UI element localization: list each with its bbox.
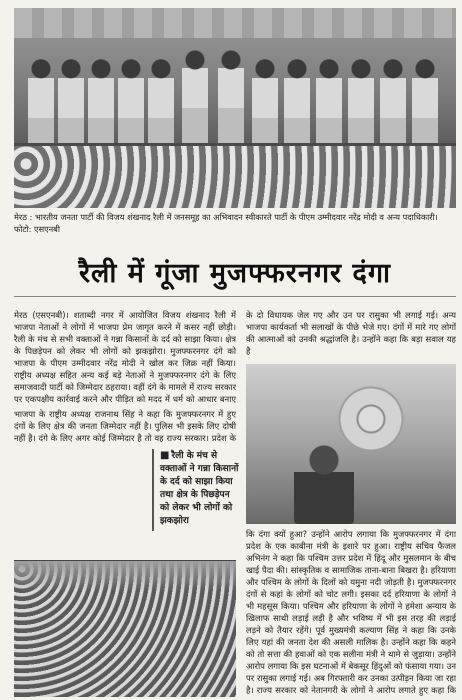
article-column-right-2 — [246, 528, 456, 696]
article-column-right-1 — [246, 309, 456, 359]
leader-figure — [58, 58, 84, 148]
headline: रैली में गूंजा मुजफ्फरनगर दंगा — [14, 252, 456, 297]
article-column-left-2 — [14, 408, 236, 444]
leader-figure — [316, 58, 342, 148]
speaker-photo — [246, 364, 456, 524]
newspaper-clipping — [6, 4, 456, 696]
crowd-photo — [14, 560, 236, 697]
leader-figure — [148, 58, 174, 148]
article-paragraph: कि दंगा क्यों हुआ? उन्होंने आरोप लगाया कि मुजफ्फरनगर में दंगा प्रदेश के एक काबीना मंत्री के इशारे पर हुआ। राष्ट्रीय सचिव फैजल अभिनंग ने कहा कि पश्चिम उत्तर प्रदेश में हिंदू और मुसलमान के बीच खाई पैदा की। सांस्कृतिक व सामाजिक ताना-बाना बिखरा है। हरियाणा और पश्चिम के लोगों के दिलों को यमुना नदी जोड़ती है। मुजफ्फरनगर दंगों से कहां के लोगों को चोट लगी। इसका दर्द हरियाणा के लोगों ने भी महसूस किया। पश्चिम और हरियाणा के लोगों ने हमेशा अन्याय के खिलाफ साथी लड़ाई लड़ी है और भविष्य में भी इस तरह की लड़ाई लड़ने को तैयार रहेंगे। पूर्व मुख्यमंत्री कल्याण सिंह ने कहा कि उनके लिए यहां की जनता देश की असली मालिक है। उन्होंने कहा कि कहने को तो सत्ता की हवाओं को एक सलीना मंत्री ने थामे से जुड़ाया। उन्होंने आरोप लगाया कि इस घटनाओं में बेकसूर हिंदुओं को फंसाया गया। उन पर रासुका लगाई गई। अब गिरफ्तारी कर उनका उत्पीड़न किया जा रहा है। राज्य सरकार को नेतानगरी के लोगों ने आरोप लगाते हुए कहा कि — [246, 529, 456, 695]
flower-decorated-stage — [14, 143, 456, 208]
leader-figure — [118, 58, 144, 148]
article-paragraph: के दो विधायक जेल गए और उन पर रासुका भी लगाई गई। अन्य भाजपा कार्यकर्ता भी सलाखों के पीछे भेजे गए। दंगों में मारे गए लोगों की आत्माओं को उनकी श्रद्धांजलि है। उन्होंने कहा कि बड़ा सवाल यह है — [246, 310, 456, 356]
raised-hands — [14, 561, 236, 591]
leader-figure — [218, 48, 244, 148]
leader-figure — [348, 58, 374, 148]
leader-figure — [88, 58, 114, 148]
article-column-left-1 — [14, 309, 236, 405]
leader-figure — [252, 58, 278, 148]
article-paragraph: भाजपा के राष्ट्रीय अध्यक्ष राजनाथ सिंह ने कहा कि मुजफ्फरनगर में हुए दंगों के लिए क्षेत्र की जनता जिम्मेदार नहीं है। पुलिस भी इसके लिए दोषी नहीं है। दंगे के लिए अगर कोई जिम्मेदार है तो वह राज्य सरकार। प्रदेश के — [14, 409, 236, 443]
leader-figure — [380, 58, 406, 148]
bullet-icon: ■ — [160, 450, 170, 461]
photo-caption: मेरठ : भारतीय जनता पार्टी की विजय शंखनाद रैली में जनसमूह का अभिवादन स्वीकारते पार्टी के पीएम उम्मीदवार नरेंद्र मोदी व अन्य पदाधिकारी। फोटो: एसएनबी — [14, 212, 438, 234]
stage-backdrop — [14, 8, 456, 38]
pull-quote-text: रैली के मंच से वक्ताओं ने गन्ना किसानों के दर्द को साझा किया तथा क्षेत्र के पिछड़ेपन को लेकर भी लोगों को झकझोरा — [160, 451, 239, 526]
leader-figure — [412, 58, 438, 148]
pull-quote — [152, 449, 240, 531]
speaker-figure — [294, 444, 354, 524]
leader-figure — [182, 48, 208, 148]
party-flag — [326, 384, 416, 454]
leader-figure — [28, 58, 54, 148]
article-paragraph: मेरठ (एसएनबी)। शताब्दी नगर में आयोजित विजय शंखनाद रैली में भाजपा नेताओं ने लोगों में भाजपा प्रेम जागृत करने में कसर नहीं छोड़ी। रैली के मंच से सभी वक्ताओं ने गन्ना किसानों के दर्द को साझा किया। क्षेत्र के पिछड़ेपन को लेकर भी लोगों को झकझोरा। मुजफ्फरनगर दंगे को भाजपा के पीएम उम्मीदवार नरेंद्र मोदी ने खोल कर जिक्र नहीं किया। राष्ट्रीय अध्यक्ष सहित अन्य कई बड़े नेताओं ने मुजफ्फरनगर दंगे के लिए समाजवादी पार्टी को जिम्मेदार ठहराया। वहीं दंगे के मामले में राज्य सरकार पर एकपक्षीय कार्रवाई करने और पीड़ित को मदद में धर्म को आधार बनाए — [14, 310, 236, 404]
leader-figure — [284, 58, 310, 148]
rally-stage-photo — [14, 8, 456, 208]
